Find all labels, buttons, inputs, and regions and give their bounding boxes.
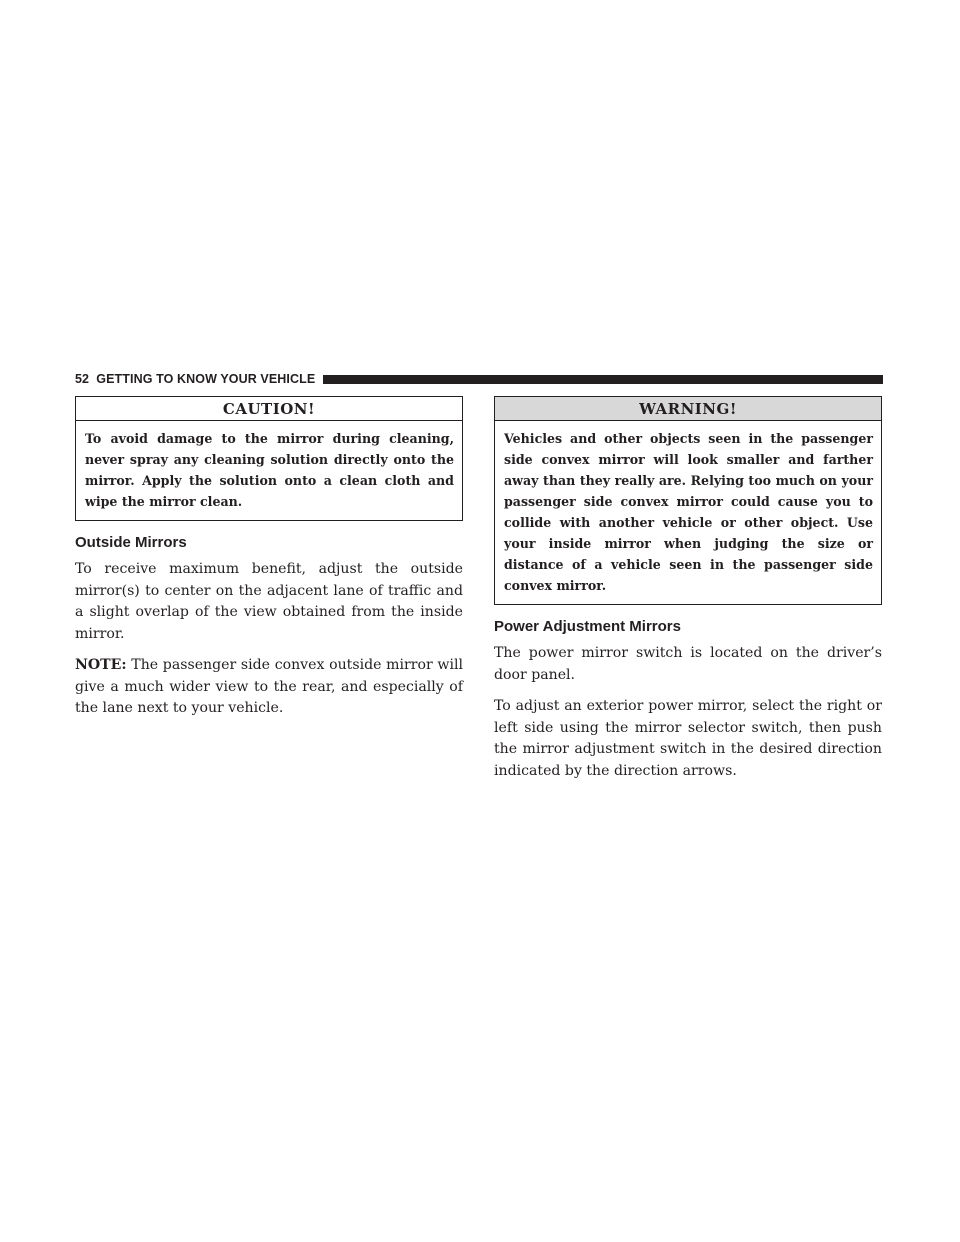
power-mirrors-paragraph-1: The power mirror switch is located on the driver’s door panel. (494, 645, 882, 683)
outside-mirrors-heading: Outside Mirrors (75, 534, 187, 551)
warning-box (494, 396, 882, 605)
outside-mirrors-paragraph: To receive maximum benefit, adjust the outside mirror(s) to center on the adjacent lane of traffic and a slight overlap of the view obtained from the inside mirror. (75, 561, 463, 642)
section-title: GETTING TO KNOW YOUR VEHICLE (96, 372, 316, 386)
caution-title: CAUTION! (76, 397, 462, 421)
note-label: NOTE: (75, 657, 127, 673)
warning-title: WARNING! (495, 397, 881, 421)
left-column (75, 396, 463, 730)
note-text: The passenger side convex outside mirror will give a much wider view to the rear, and especially of the lane next to your vehicle. (75, 657, 463, 716)
page-header-text (75, 372, 315, 386)
power-mirrors-paragraph-2: To adjust an exterior power mirror, select the right or left side using the mirror selector switch, then push the mirror adjustment switch in the desired direction indicated by the direction arrows. (494, 698, 882, 779)
warning-body: Vehicles and other objects seen in the passenger side convex mirror will look smaller and farther away than they really are. Relying too much on your passenger side convex mirror could cause you to collide with another vehicle or other object. Use your inside mirror when judging the size or distance of a vehicle seen in the passenger side convex mirror. (504, 431, 873, 593)
header-rule (323, 375, 883, 384)
power-mirrors-heading: Power Adjustment Mirrors (494, 618, 681, 635)
page-number: 52 (75, 372, 90, 386)
outside-mirrors-note (75, 655, 463, 720)
right-column (494, 396, 882, 792)
page-header (75, 370, 883, 388)
caution-box (75, 396, 463, 521)
caution-body: To avoid damage to the mirror during cleaning, never spray any cleaning solution directly onto the mirror. Apply the solution onto a clean cloth and wipe the mirror clean. (85, 431, 454, 509)
